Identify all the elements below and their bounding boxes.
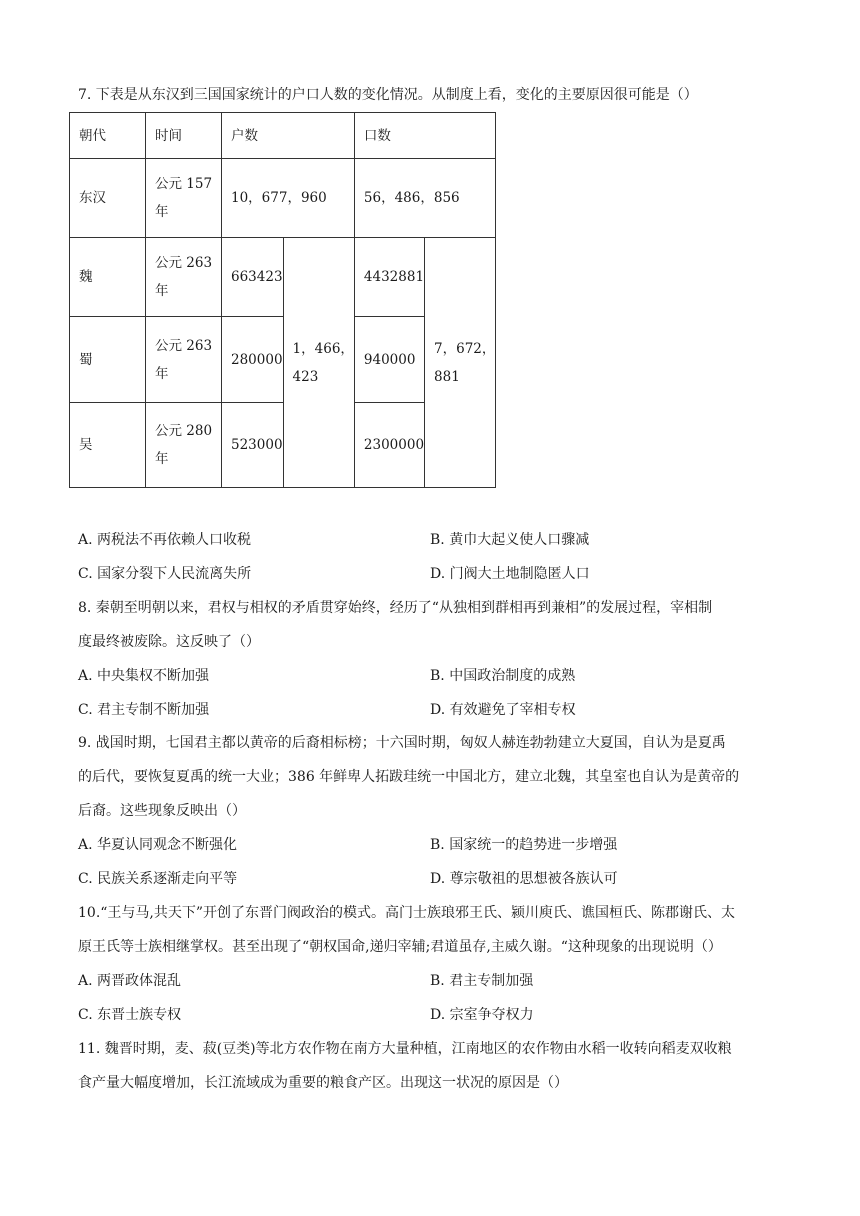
cell-dynasty: 东汉: [70, 159, 146, 238]
cell-households: 663423: [222, 238, 284, 317]
q7-option-d[interactable]: D. 门阀大土地制隐匿人口: [430, 566, 590, 582]
cell-dynasty: 吴: [70, 403, 146, 488]
cell-households: 10，677，960: [222, 159, 355, 238]
q8-option-c[interactable]: C. 君主专制不断加强: [78, 702, 210, 718]
cell-households-total: 1，466， 423: [283, 238, 354, 488]
header-population: 口数: [354, 113, 495, 159]
q7-option-c[interactable]: C. 国家分裂下人民流离失所: [78, 566, 252, 582]
population-table: [69, 112, 496, 488]
q7-stem: 7. 下表是从东汉到三国国家统计的户口人数的变化情况。从制度上看，变化的主要原因很可能是（）: [78, 87, 698, 103]
cell-time: 公元 263 年: [146, 317, 222, 403]
q9-stem-line-3: 后裔。这些现象反映出（）: [78, 803, 246, 819]
q7-option-a[interactable]: A. 两税法不再依赖人口收税: [78, 532, 252, 548]
header-households: 户数: [222, 113, 355, 159]
cell-population: 56，486，856: [354, 159, 495, 238]
cell-population: 940000: [354, 317, 424, 403]
q11-stem-line-1: 11. 魏晋时期，麦、菽(豆类)等北方农作物在南方大量种植，江南地区的农作物由水稻一收转向稻麦双收粮: [78, 1041, 732, 1057]
q8-option-a[interactable]: A. 中央集权不断加强: [78, 668, 210, 684]
cell-households: 280000: [222, 317, 284, 403]
q10-option-c[interactable]: C. 东晋士族专权: [78, 1007, 182, 1023]
q10-stem-line-2: 原王氏等士族相继掌权。甚至出现了“朝权国命,递归宰辅;君道虽存,主威久谢。“这种现象的出现说明（）: [78, 939, 722, 955]
q10-option-d[interactable]: D. 宗室争夺权力: [430, 1007, 534, 1023]
q9-stem-line-2: 的后代，要恢复夏禹的统一大业；386 年鲜卑人拓跋珪统一中国北方，建立北魏，其皇室也自认为是黄帝的: [78, 769, 740, 785]
q8-stem-line-2: 度最终被废除。这反映了（）: [78, 634, 260, 650]
table-row: [70, 238, 496, 317]
q11-stem-line-2: 食产量大幅度增加，长江流域成为重要的粮食产区。出现这一状况的原因是（）: [78, 1075, 568, 1091]
table-row: [70, 159, 496, 238]
cell-population: 2300000: [354, 403, 424, 488]
cell-households: 523000: [222, 403, 284, 488]
cell-dynasty: 蜀: [70, 317, 146, 403]
q8-option-d[interactable]: D. 有效避免了宰相专权: [430, 702, 576, 718]
q9-stem-line-1: 9. 战国时期，七国君主都以黄帝的后裔相标榜；十六国时期，匈奴人赫连勃勃建立大夏国，自认为是夏禹: [78, 735, 726, 751]
cell-dynasty: 魏: [70, 238, 146, 317]
cell-population: 4432881: [354, 238, 424, 317]
cell-time: 公元 157 年: [146, 159, 222, 238]
q8-stem-line-1: 8. 秦朝至明朝以来，君权与相权的矛盾贯穿始终，经历了“从独相到群相再到兼相”的发展过程，宰相制: [78, 600, 713, 616]
q7-option-b[interactable]: B. 黄巾大起义使人口骤减: [430, 532, 590, 548]
q9-option-d[interactable]: D. 尊宗敬祖的思想被各族认可: [430, 871, 618, 887]
cell-population-total: 7，672， 881: [425, 238, 496, 488]
q10-option-a[interactable]: A. 两晋政体混乱: [78, 973, 182, 989]
header-dynasty: 朝代: [70, 113, 146, 159]
q9-option-b[interactable]: B. 国家统一的趋势进一步增强: [430, 837, 618, 853]
cell-time: 公元 280 年: [146, 403, 222, 488]
table-header-row: [70, 113, 496, 159]
q10-option-b[interactable]: B. 君主专制加强: [430, 973, 534, 989]
q8-option-b[interactable]: B. 中国政治制度的成熟: [430, 668, 576, 684]
q10-stem-line-1: 10.“王与马,共天下”开创了东晋门阀政治的模式。高门士族琅邪王氏、颍川庾氏、谯国桓氏、陈郡谢氏、太: [78, 905, 736, 921]
q9-option-a[interactable]: A. 华夏认同观念不断强化: [78, 837, 238, 853]
cell-time: 公元 263 年: [146, 238, 222, 317]
q9-option-c[interactable]: C. 民族关系逐渐走向平等: [78, 871, 238, 887]
header-time: 时间: [146, 113, 222, 159]
